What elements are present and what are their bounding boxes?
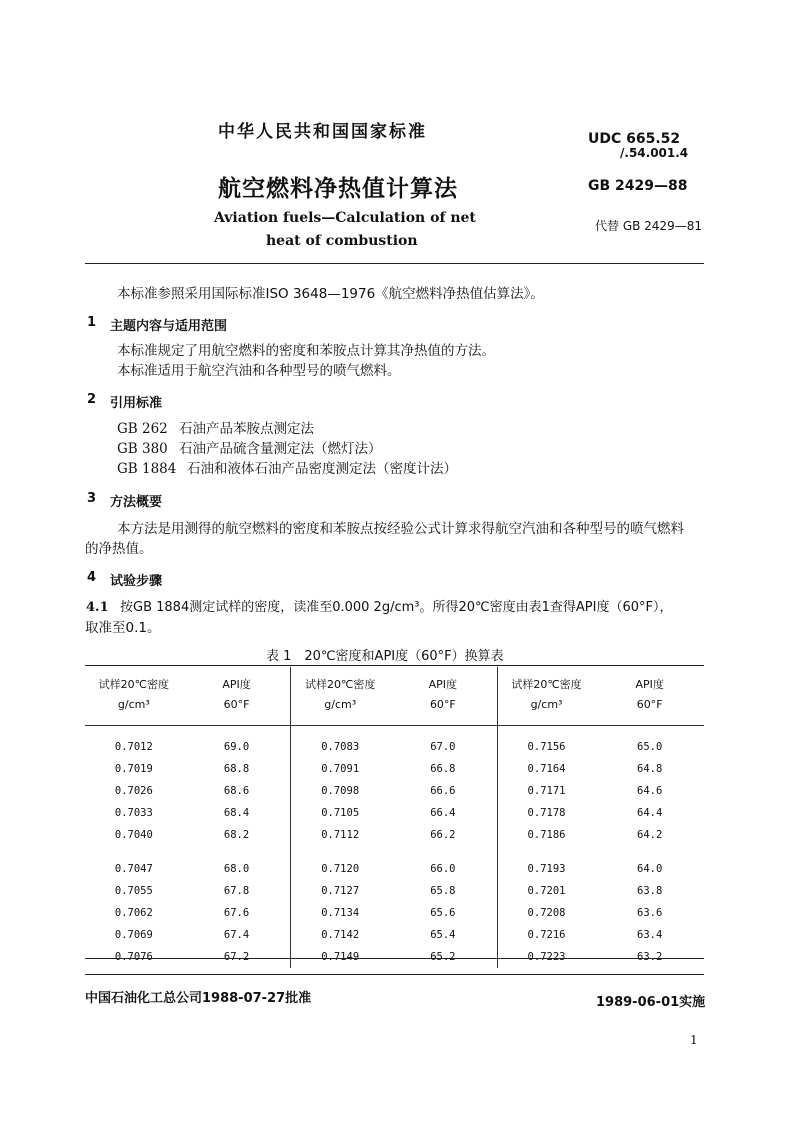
density-cell: 0.7055 <box>114 885 153 897</box>
density-cell: 0.7076 <box>114 951 153 963</box>
api-cell: 66.8 <box>430 763 456 775</box>
subsection-4-1-paragraph-2: 取准至0.1。 <box>85 620 161 636</box>
reference-text: 石油和液体石油产品密度测定法（密度计法） <box>187 461 457 477</box>
header-density: 试样20℃密度 g/cm³ <box>497 667 595 726</box>
subsection-4-1-paragraph-1: 按GB 1884测定试样的密度，读准至0.000 2g/cm³。所得20℃密度由表1查得API度（60°F）， <box>120 600 673 615</box>
table-row <box>85 780 704 802</box>
table-row <box>85 824 704 846</box>
density-cell: 0.7083 <box>291 726 389 759</box>
english-title-line1: Aviation fuels—Calculation of net <box>214 210 476 226</box>
density-cell: 0.7193 <box>497 858 595 880</box>
density-cell: 0.7033 <box>114 807 153 819</box>
density-cell: 0.7019 <box>114 763 153 775</box>
table-row <box>85 858 704 880</box>
api-cell: 68.4 <box>223 807 250 819</box>
section-4-number: 4 <box>87 570 97 585</box>
density-cell: 0.7208 <box>497 902 595 924</box>
reference-item <box>117 438 382 460</box>
density-cell: 0.7112 <box>291 824 389 846</box>
spacer-cell <box>85 846 183 858</box>
api-cell: 66.4 <box>430 807 456 819</box>
density-cell: 0.7069 <box>114 929 153 941</box>
section-3-paragraph-1: 本方法是用测得的航空燃料的密度和苯胺点按经验公式计算求得航空汽油和各种型号的喷气燃料 <box>117 521 684 537</box>
udc-code: UDC 665.52 <box>588 131 681 147</box>
density-cell: 0.7216 <box>497 924 595 946</box>
density-cell: 0.7120 <box>291 858 389 880</box>
conversion-table <box>85 667 704 968</box>
reference-code: GB 262 <box>117 421 168 437</box>
density-cell: 0.7134 <box>291 902 389 924</box>
header-density: 试样20℃密度 g/cm³ <box>85 667 183 726</box>
density-cell: 0.7062 <box>114 907 153 919</box>
reference-code: GB 1884 <box>117 461 177 477</box>
api-cell: 68.2 <box>223 829 250 841</box>
density-cell: 0.7223 <box>497 946 595 968</box>
api-cell: 67.8 <box>223 885 250 897</box>
table-row <box>85 924 704 946</box>
section-3-number: 3 <box>87 491 97 506</box>
reference-code: GB 380 <box>117 441 168 457</box>
api-cell: 66.2 <box>430 829 456 841</box>
effective-date: 1989-06-01实施 <box>596 995 706 1010</box>
density-cell: 0.7149 <box>291 946 389 968</box>
document-title: 航空燃料净热值计算法 <box>218 176 458 202</box>
table-header-row <box>85 667 704 726</box>
density-cell: 0.7127 <box>291 880 389 902</box>
spacer-cell <box>497 846 595 858</box>
api-cell: 64.4 <box>637 807 663 819</box>
table-row <box>85 726 704 759</box>
density-cell: 0.7091 <box>291 758 389 780</box>
approval-note: 中国石油化工总公司1988-07-27批准 <box>85 991 312 1006</box>
api-cell: 66.0 <box>430 863 456 875</box>
spacer-cell <box>595 846 704 858</box>
table-caption: 表 1 20℃密度和API度（60°F）换算表 <box>266 649 504 664</box>
api-cell: 67.2 <box>223 951 250 963</box>
api-cell: 68.6 <box>223 785 250 797</box>
density-cell: 0.7201 <box>497 880 595 902</box>
api-cell: 65.6 <box>430 907 456 919</box>
table-row <box>85 946 704 968</box>
density-cell: 0.7186 <box>497 824 595 846</box>
header-api: API度 60°F <box>595 667 704 726</box>
api-cell: 63.2 <box>637 951 663 963</box>
subsection-4-1-number: 4.1 <box>86 600 109 615</box>
density-cell: 0.7098 <box>291 780 389 802</box>
section-3-title: 方法概要 <box>110 495 163 510</box>
api-cell: 68.0 <box>223 863 250 875</box>
gb-standard-code: GB 2429—88 <box>588 178 688 194</box>
spacer-cell <box>291 846 389 858</box>
section-4-title: 试验步骤 <box>110 574 163 589</box>
density-cell: 0.7178 <box>497 802 595 824</box>
density-cell: 0.7164 <box>497 758 595 780</box>
header-divider <box>85 263 704 264</box>
api-cell: 68.8 <box>223 763 250 775</box>
api-cell: 67.0 <box>430 741 456 753</box>
table-row <box>85 802 704 824</box>
national-standard-heading: 中华人民共和国国家标准 <box>218 122 427 142</box>
section-2-number: 2 <box>87 392 97 407</box>
density-cell: 0.7105 <box>291 802 389 824</box>
api-cell: 63.6 <box>637 907 663 919</box>
density-cell: 0.7156 <box>497 726 595 759</box>
table-row <box>85 902 704 924</box>
header-api: API度 60°F <box>389 667 497 726</box>
section-2-title: 引用标准 <box>110 396 163 411</box>
api-cell: 66.6 <box>430 785 456 797</box>
replaces-note: 代替 GB 2429—81 <box>595 219 702 233</box>
table-bottom-rule <box>85 958 704 959</box>
api-cell: 65.2 <box>430 951 456 963</box>
spacer-cell <box>389 846 497 858</box>
section-1-paragraph-1: 本标准规定了用航空燃料的密度和苯胺点计算其净热值的方法。 <box>117 343 495 359</box>
udc-code-line2: /.54.001.4 <box>620 146 689 160</box>
table-row <box>85 758 704 780</box>
api-cell: 63.8 <box>637 885 663 897</box>
spacer-cell <box>183 846 291 858</box>
density-cell: 0.7012 <box>114 741 153 753</box>
reference-text: 石油产品苯胺点测定法 <box>179 421 314 437</box>
density-cell: 0.7026 <box>114 785 153 797</box>
page-number: 1 <box>690 1033 698 1047</box>
intro-paragraph: 本标准参照采用国际标准ISO 3648—1976《航空燃料净热值估算法》。 <box>117 286 544 302</box>
reference-text: 石油产品硫含量测定法（燃灯法） <box>179 441 382 457</box>
api-cell: 64.2 <box>637 829 663 841</box>
table-row <box>85 880 704 902</box>
row-group-spacer <box>85 846 704 858</box>
api-cell: 69.0 <box>223 741 250 753</box>
api-cell: 63.4 <box>637 929 663 941</box>
api-cell: 64.0 <box>637 863 663 875</box>
density-cell: 0.7047 <box>114 863 153 875</box>
api-cell: 65.0 <box>637 741 663 753</box>
api-cell: 65.4 <box>430 929 456 941</box>
footer-rule <box>85 974 704 975</box>
table-top-rule <box>85 665 704 666</box>
header-api: API度 60°F <box>183 667 291 726</box>
header-density: 试样20℃密度 g/cm³ <box>291 667 389 726</box>
density-cell: 0.7142 <box>291 924 389 946</box>
api-cell: 67.6 <box>223 907 250 919</box>
density-cell: 0.7171 <box>497 780 595 802</box>
api-cell: 67.4 <box>223 929 250 941</box>
reference-item <box>117 458 457 480</box>
section-1-paragraph-2: 本标准适用于航空汽油和各种型号的喷气燃料。 <box>117 363 401 379</box>
api-cell: 65.8 <box>430 885 456 897</box>
section-1-number: 1 <box>87 315 97 330</box>
english-title-line2: heat of combustion <box>266 233 418 249</box>
section-3-paragraph-2: 的净热值。 <box>85 541 153 557</box>
api-cell: 64.6 <box>637 785 663 797</box>
reference-item <box>117 418 314 440</box>
api-cell: 64.8 <box>637 763 663 775</box>
density-cell: 0.7040 <box>114 829 153 841</box>
section-1-title: 主题内容与适用范围 <box>110 319 228 334</box>
